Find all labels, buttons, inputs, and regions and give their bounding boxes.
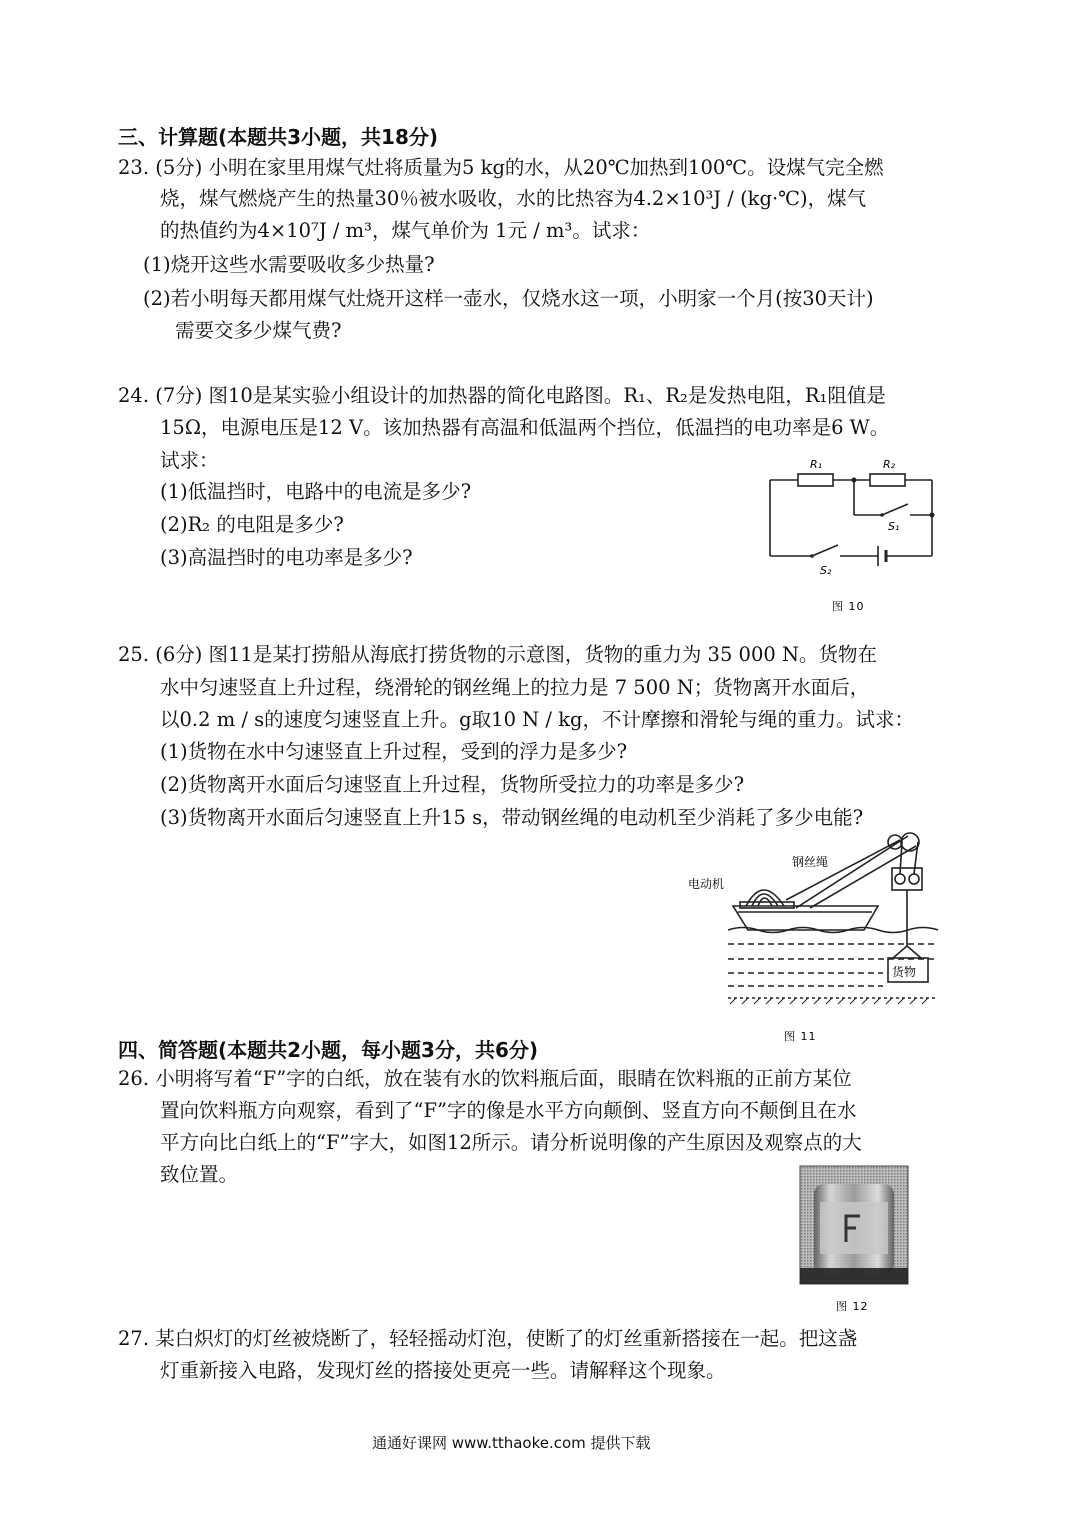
label-cargo: 货物 bbox=[892, 965, 917, 979]
q24-line: 试求： bbox=[160, 449, 219, 472]
q25-line: 25. (6分) 图11是某打捞船从海底打捞货物的示意图，货物的重力为 35 000 N。货物在 bbox=[118, 643, 878, 666]
q24-subquestion-3: (3)高温挡时的电功率是多少? bbox=[160, 546, 413, 569]
q26-line: 26. 小明将写着“F”字的白纸，放在装有水的饮料瓶后面，眼睛在饮料瓶的正前方某位 bbox=[118, 1067, 852, 1090]
figure-12-caption: 图 12 bbox=[836, 1300, 869, 1313]
q23-line: 的热值约为4×10⁷J / m³，煤气单价为 1元 / m³。试求： bbox=[160, 219, 651, 242]
q25-subquestion-3: (3)货物离开水面后匀速竖直上升15 s，带动钢丝绳的电动机至少消耗了多少电能? bbox=[160, 806, 864, 829]
page-footer: 通通好课网 www.tthaoke.com 提供下载 bbox=[372, 1434, 651, 1452]
figure-11-salvage-ship bbox=[688, 828, 948, 1048]
label-motor: 电动机 bbox=[688, 877, 725, 891]
q24-subquestion-2: (2)R₂ 的电阻是多少? bbox=[160, 513, 344, 536]
resistor-r2-icon bbox=[870, 474, 905, 486]
q24-line: 24. (7分) 图10是某实验小组设计的加热器的简化电路图。R₁、R₂是发热电阻，R₁阻值是 bbox=[118, 384, 886, 407]
label-r1: R₁ bbox=[810, 458, 823, 471]
q24-line: 15Ω，电源电压是12 V。该加热器有高温和低温两个挡位，低温挡的电功率是6 W。 bbox=[160, 416, 890, 439]
label-r2: R₂ bbox=[883, 458, 896, 471]
figure-10-circuit-diagram bbox=[760, 448, 945, 618]
section-4-title: 四、简答题(本题共2小题，每小题3分，共6分) bbox=[118, 1038, 539, 1062]
q25-subquestion-1: (1)货物在水中匀速竖直上升过程，受到的浮力是多少? bbox=[160, 740, 628, 763]
q27-line: 灯重新接入电路，发现灯丝的搭接处更亮一些。请解释这个现象。 bbox=[160, 1359, 726, 1382]
q27-line: 27. 某白炽灯的灯丝被烧断了，轻轻摇动灯泡，使断了的灯丝重新搭接在一起。把这盏 bbox=[118, 1327, 858, 1350]
ship-hull-icon bbox=[733, 906, 878, 930]
q23-subquestion-2: (2)若小明每天都用煤气灶烧开这样一壶水，仅烧水这一项，小明家一个月(按30天计) bbox=[143, 287, 874, 310]
q24-subquestion-1: (1)低温挡时，电路中的电流是多少? bbox=[160, 480, 472, 503]
section-3-title: 三、计算题(本题共3小题，共18分) bbox=[118, 125, 439, 149]
figure-12-bottle-photo bbox=[798, 1164, 910, 1314]
top-pulley-icon bbox=[901, 833, 919, 851]
q23-line: 需要交多少煤气费? bbox=[175, 319, 342, 342]
resistor-r1-icon bbox=[798, 474, 833, 486]
q23-subquestion-1: (1)烧开这些水需要吸收多少热量? bbox=[143, 253, 435, 276]
q25-subquestion-2: (2)货物离开水面后匀速竖直上升过程，货物所受拉力的功率是多少? bbox=[160, 773, 745, 796]
q26-line: 平方向比白纸上的“F”字大，如图12所示。请分析说明像的产生原因及观察点的大 bbox=[160, 1131, 862, 1154]
figure-10-caption: 图 10 bbox=[832, 600, 865, 613]
q26-line: 置向饮料瓶方向观察，看到了“F”字的像是水平方向颠倒、竖直方向不颠倒且在水 bbox=[160, 1099, 857, 1122]
switch-s1-icon bbox=[882, 504, 908, 515]
q25-line: 以0.2 m / s的速度匀速竖直上升。g取10 N / kg，不计摩擦和滑轮与绳的重力。试求： bbox=[160, 708, 914, 731]
label-steel-rope: 钢丝绳 bbox=[792, 855, 829, 869]
switch-s2-icon bbox=[812, 545, 838, 556]
label-s2: S₂ bbox=[820, 564, 832, 577]
q26-line: 致位置。 bbox=[160, 1163, 239, 1186]
q23-line: 23. (5分) 小明在家里用煤气灶将质量为5 kg的水，从20℃加热到100℃。设煤气完全燃 bbox=[118, 156, 884, 179]
figure-11-caption: 图 11 bbox=[784, 1030, 817, 1043]
pulley-block-icon bbox=[892, 868, 922, 890]
q23-line: 烧，煤气燃烧产生的热量30％被水吸收，水的比热容为4.2×10³J / (kg·℃)，煤气 bbox=[160, 187, 867, 210]
label-s1: S₁ bbox=[888, 520, 900, 533]
q25-line: 水中匀速竖直上升过程，绕滑轮的钢丝绳上的拉力是 7 500 N；货物离开水面后， bbox=[160, 676, 870, 699]
